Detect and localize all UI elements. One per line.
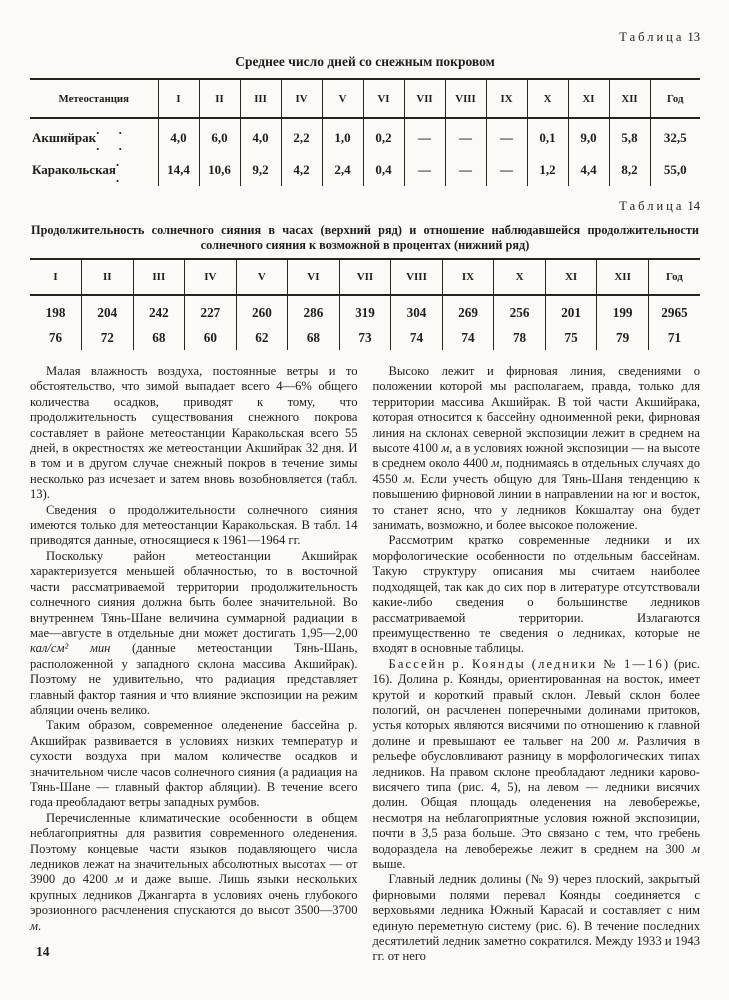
table14-cell: 78 — [494, 325, 546, 350]
table13-header-station: Метеостанция — [30, 79, 158, 118]
italic-run: м — [30, 918, 39, 933]
table14-header-cell: VIII — [391, 259, 443, 295]
text-run: выше. — [372, 857, 406, 871]
table14-cell: 198 — [45, 304, 66, 320]
table13-year-cell: 32,5 — [650, 118, 700, 154]
text-run: Малая влажность воздуха, постоянные ветры и то обстоятельство, что зимой выпадает всего 4—6% общего количества осадков, приводят к тому, что продолжительность существования снежного покрова составляет в районе метеостанции Каракольская всего 55 дней, в окрестностях же метеостанции Акшийрак 32 дня. И в том и в другом случае снежный покров в течение зимы несколько раз исчезает и затем вновь возобновляется (табл. 13). — [30, 364, 358, 502]
table13-header-month: IV — [281, 79, 322, 118]
text-run: Главный ледник долины (№ 9) через плоский, закрытый фирновыми полями перевал Коянды соединяется с верховьями ледника Южный Карасай и составляет с ним единую переметную систему (рис. 6). В течение последних десятилетий ледник заметно сократился. Между 1933 и 1943 гг. от него — [372, 872, 700, 964]
italic-run: м — [115, 872, 124, 887]
text-column-right — [373, 364, 701, 965]
station-cell — [30, 118, 158, 154]
table13-cell: 5,8 — [609, 118, 650, 154]
table13-cell: — — [486, 118, 527, 154]
paragraph — [373, 533, 701, 656]
table13-header-row — [30, 79, 700, 118]
table14-cell: 73 — [339, 325, 391, 350]
table14-cell: 304 — [391, 295, 443, 325]
table13-header-month: X — [527, 79, 568, 118]
text-run: Поскольку район метеостанции Акшийрак характеризуется меньшей облачностью, то в восточной части рассматриваемой территории продолжительность солнечного сияния должна быть более значительной. Во внутреннем Тянь-Шане величина суммарной радиации в мае—августе в отдельные дни может достигать 1,95—2,00 — [30, 548, 358, 640]
text-column-left — [30, 364, 358, 965]
table13-header-month: VIII — [445, 79, 486, 118]
text-run: . Различия в рельефе обусловливают разницу в морфологических типах ледников. На правом склоне преобладают ледники карово-висячего типа (рис. 4, 5), на левом — ледники висячих долин. Общая площадь оледенения на левобережье, несмотря на неблагоприятные условия южной экспозиции, почти в 3,5 раза больше. Это связано с тем, что гребень водораздела на левобережье лежит в среднем на 300 — [372, 733, 700, 856]
table13-header-month: XI — [568, 79, 609, 118]
text-run: . — [38, 918, 42, 933]
table14-cell: 319 — [339, 295, 391, 325]
table13-cell: 14,4 — [158, 154, 199, 186]
table14-cell: 79 — [597, 325, 649, 350]
table13-cell: 10,6 — [199, 154, 240, 186]
table13-cell: 2,2 — [281, 118, 322, 154]
italic-run: м — [691, 841, 700, 856]
table14-cell: 269 — [442, 295, 494, 325]
body-text — [30, 364, 700, 965]
table14-cell: 75 — [545, 325, 597, 350]
text-run: , поднимаясь в отдельных случаях до 4550 — [372, 456, 700, 486]
table14-header-cell: IV — [185, 259, 237, 295]
table14-cell: 60 — [185, 325, 237, 350]
paragraph — [373, 872, 701, 964]
table13-header-month: I — [158, 79, 199, 118]
table14-header-cell: XII — [597, 259, 649, 295]
paragraph — [373, 657, 701, 873]
table13-cell: 1,2 — [527, 154, 568, 186]
table14-header-cell: VII — [339, 259, 391, 295]
table13-cell: 0,4 — [363, 154, 404, 186]
table14-cell: 74 — [391, 325, 443, 350]
station-cell — [30, 154, 158, 186]
table14-cell: 227 — [185, 295, 237, 325]
table13-cell: 0,1 — [527, 118, 568, 154]
table14-header-cell: II — [82, 259, 134, 295]
station-cell-content — [30, 154, 158, 186]
table14-cell: 242 — [133, 295, 185, 325]
table-row — [30, 118, 700, 154]
table14-cell: 71 — [648, 325, 700, 350]
table13-cell: — — [404, 118, 445, 154]
table14-cell: 62 — [236, 325, 288, 350]
table-row — [30, 154, 700, 186]
table14-label-word: Таблица — [619, 199, 685, 213]
table14-header-cell: Год — [648, 259, 700, 295]
italic-run: м — [403, 471, 412, 486]
table14-header-cell: III — [133, 259, 185, 295]
table13-header-month: II — [199, 79, 240, 118]
table14-cell: 68 — [288, 325, 340, 350]
table14-header-cell: VI — [288, 259, 340, 295]
paragraph — [30, 811, 358, 934]
table13-cell: 9,2 — [240, 154, 281, 186]
table14-cell: 76 — [48, 329, 63, 345]
table14-header-cell: V — [236, 259, 288, 295]
table13-cell: 4,0 — [240, 118, 281, 154]
table13-header-month: V — [322, 79, 363, 118]
table13-cell: 9,0 — [568, 118, 609, 154]
table13-label-word: Таблица — [619, 30, 685, 44]
table13-cell: — — [445, 118, 486, 154]
table14 — [30, 258, 700, 350]
table13-cell: — — [404, 154, 445, 186]
table13-cell: — — [486, 154, 527, 186]
table13-cell: 6,0 — [199, 118, 240, 154]
table14-header-row — [30, 259, 700, 295]
table14-cell: 72 — [82, 325, 134, 350]
table14-title: Продолжительность солнечного сияния в часах (верхний ряд) и отношение наблюдавшейся продолжительности солнечного сияния к возможной в процентах (нижний ряд) — [31, 223, 699, 252]
text-run: Сведения о продолжительности солнечного сияния имеются только для метеостанции Каракольская. В табл. 14 приводятся данные, относящиеся к 1961—1964 гг. — [30, 502, 358, 548]
spaced-run: Бассейн р. Коянды (ледники № 1—16) — [388, 656, 671, 671]
station-cell-content — [30, 122, 158, 154]
table13-cell: 4,0 — [158, 118, 199, 154]
table13-cell: 4,2 — [281, 154, 322, 186]
table13-header-month: III — [240, 79, 281, 118]
table13-header-month: IX — [486, 79, 527, 118]
table14-cell: 286 — [288, 295, 340, 325]
table-row — [30, 295, 700, 325]
table13-cell: 8,2 — [609, 154, 650, 186]
table13-header-month: XII — [609, 79, 650, 118]
text-run: и даже выше. Лишь языки нескольких крупных ледников Джангарта в условиях очень глубокого эрозионного расчленения спускаются до высот 3500—3700 — [30, 872, 358, 918]
text-run: . Если учесть общую для Тянь-Шаня тенденцию к повышению фирновой линии в направлении на юг и восток, то станет ясно, что у ледников Кокшалтау она будет занимать, возможно, и более высокое положение. — [372, 471, 700, 533]
text-run: , а в условиях южной экспозиции — на высоте в среднем около 4400 — [372, 441, 700, 471]
table13-cell: 0,2 — [363, 118, 404, 154]
text-run: (данные метеостанции Тянь-Шань, расположенной у западного склона массива Акшийрак). Поэтому не удивительно, что радиация представляет главный фактор таяния и что влияние экспозиции на режим абляции очень велико. — [30, 641, 358, 717]
table13 — [30, 78, 700, 186]
table14-cell: 199 — [597, 295, 649, 325]
italic-run: м — [617, 733, 626, 748]
table13-cell: 1,0 — [322, 118, 363, 154]
table13-label-number: 13 — [687, 30, 700, 44]
text-run: Высоко лежит и фирновая линия, сведениями о положении которой мы располагаем, правда, только для территории массива Акшийрак. В той части Акшийрака, которая относится к бассейну одноименной реки, фирновая линия на склонах северной экспозиции лежит в среднем на высоте 4100 — [372, 364, 700, 456]
table13-cell: 2,4 — [322, 154, 363, 186]
paragraph — [30, 503, 358, 549]
table14-label-number: 14 — [687, 199, 700, 213]
text-run: Рассмотрим кратко современные ледники и их морфологические особенности по отдельным бассейнам. Такую структуру описания мы считаем наиболее подходящей, так как до сих пор в литературе отсутствовали какие-либо сведения о большинстве ледников рассматриваемой территории. Излагаются преимущественно те сведения о ледниках, которые не входят в основные таблицы. — [372, 533, 700, 656]
station-name: Акшийрак — [32, 130, 97, 145]
table13-title: Среднее число дней со снежным покровом — [235, 54, 495, 69]
table14-header-cell: IX — [442, 259, 494, 295]
table-row — [30, 325, 700, 350]
italic-run: м — [441, 441, 450, 456]
table13-header-month: VI — [363, 79, 404, 118]
paragraph — [30, 549, 358, 718]
table14-header-cell: XI — [545, 259, 597, 295]
italic-run: кал/см² мин — [30, 641, 111, 656]
table14-cell: 260 — [236, 295, 288, 325]
table14-header-cell: X — [494, 259, 546, 295]
paragraph — [30, 364, 358, 503]
table13-header-year: Год — [650, 79, 700, 118]
station-name: Каракольская — [32, 162, 116, 177]
table14-cell: 256 — [494, 295, 546, 325]
paragraph — [30, 718, 358, 810]
text-run: Таким образом, современное оледенение бассейна р. Акшийрак развивается в условиях низких температур и сухости воздуха при малом количестве осадков и значительном числе часов солнечного сияния (а радиация на Тянь-Шане — главный фактор абляции). В течение всего года преобладают ветры западных румбов. — [30, 718, 358, 810]
table13-cell: 4,4 — [568, 154, 609, 186]
table14-cell: 204 — [82, 295, 134, 325]
table14-cell: 2965 — [648, 295, 700, 325]
text-run: (рис. 16). Долина р. Коянды, ориентированная на восток, имеет крутой и короткий правый склон. Левый склон более пологий, он расчленен поперечными долинами притоков, устья которых являются висячими по отношению к главной долине и превышают ее тальвег на 200 — [372, 656, 700, 748]
table13-cell: — — [445, 154, 486, 186]
table14-cell: 74 — [442, 325, 494, 350]
table14-cell: 68 — [133, 325, 185, 350]
leader-dots: . . . . — [96, 122, 130, 153]
table14-label — [30, 199, 700, 214]
table14-cell: 201 — [545, 295, 597, 325]
table13-label — [30, 30, 700, 45]
page-number: 14 — [36, 944, 50, 959]
text-run: Перечисленные климатические особенности в общем неблагоприятны для развития современного оледенения. Поэтому концевые части языков подавляющего числа ледников лежат на значительных абсолютных высотах — от 3900 до 4200 — [30, 810, 358, 887]
italic-run: м — [491, 456, 500, 471]
leader-dots: . . — [115, 154, 128, 185]
paragraph — [373, 364, 701, 533]
table13-header-month: VII — [404, 79, 445, 118]
table13-year-cell: 55,0 — [650, 154, 700, 186]
table14-header-cell: I — [30, 259, 82, 295]
